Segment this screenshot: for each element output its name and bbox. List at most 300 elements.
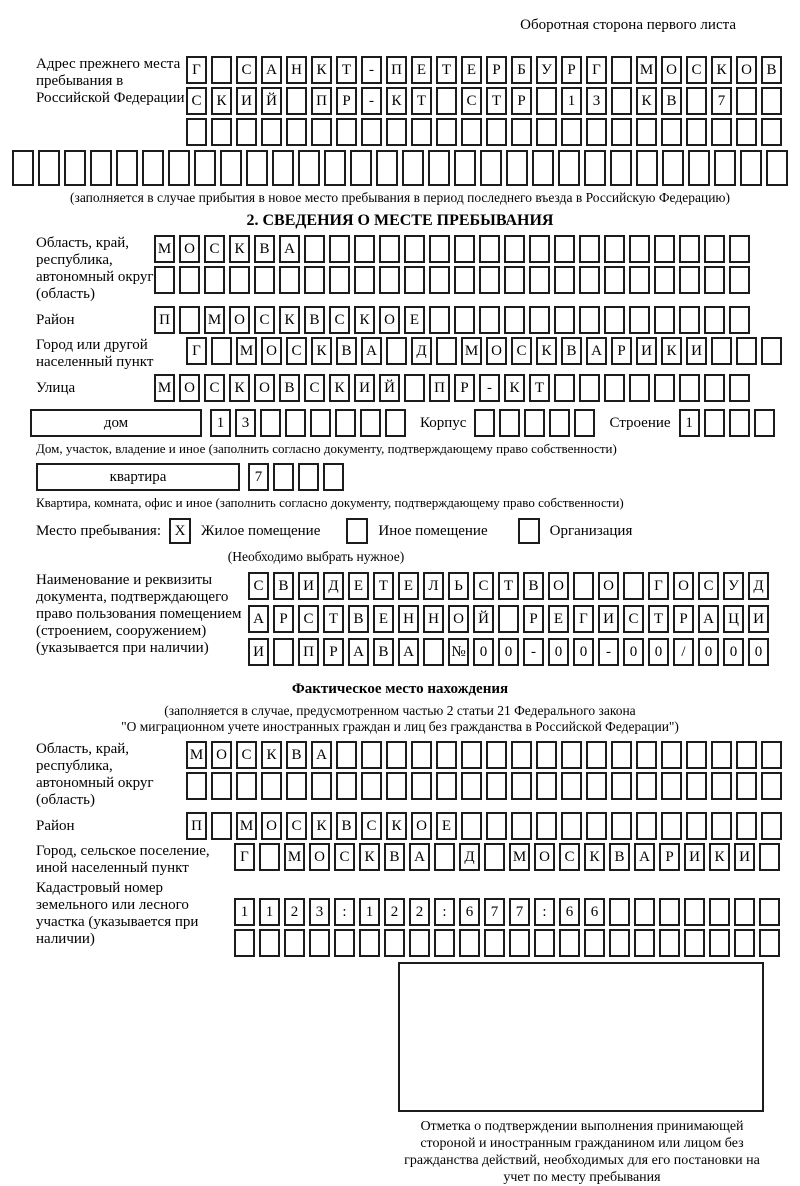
- char-cell: [429, 266, 450, 294]
- char-cell: [361, 118, 382, 146]
- stay-type-note: (Необходимо выбрать нужное): [227, 549, 405, 564]
- apartment-row: [30, 463, 800, 491]
- char-cell: Г: [234, 843, 255, 871]
- char-cell: [609, 898, 630, 926]
- char-cell: И: [684, 843, 705, 871]
- char-cell: [361, 741, 382, 769]
- char-cell: Е: [548, 605, 569, 633]
- char-cell: [323, 463, 344, 491]
- char-cell: [309, 929, 330, 957]
- char-cell: [759, 929, 780, 957]
- char-cell: [629, 235, 650, 263]
- char-cell: [734, 929, 755, 957]
- char-cell: Р: [273, 605, 294, 633]
- char-cell: О: [211, 741, 232, 769]
- char-cell: [259, 843, 280, 871]
- char-cell: [229, 266, 250, 294]
- char-cell: М: [236, 337, 257, 365]
- char-cell: [579, 306, 600, 334]
- char-cell: Р: [523, 605, 544, 633]
- char-row: [186, 741, 782, 769]
- char-cell: [336, 741, 357, 769]
- char-cell: Е: [461, 56, 482, 84]
- char-cell: Т: [336, 56, 357, 84]
- stamp-note: Отметка о подтверждении выполнения принимающей стороной и иностранным гражданином или лицом без гражданства действий, необходимых для его постановки на учет по месту пребывания: [404, 1119, 760, 1185]
- char-cell: В: [523, 572, 544, 600]
- char-cell: [336, 772, 357, 800]
- option-other-premises-label: Иное помещение: [378, 522, 488, 539]
- char-cell: [511, 772, 532, 800]
- char-cell: С: [298, 605, 319, 633]
- char-cell: [636, 118, 657, 146]
- char-cell: [679, 374, 700, 402]
- char-cell: [499, 409, 520, 437]
- char-cell: [298, 150, 320, 186]
- char-cell: [654, 266, 675, 294]
- char-cell: [90, 150, 112, 186]
- char-cell: И: [636, 337, 657, 365]
- checkbox-other-premises: [346, 518, 368, 544]
- char-cell: [704, 306, 725, 334]
- char-cell: [304, 266, 325, 294]
- char-row: [154, 374, 750, 402]
- char-cell: А: [261, 56, 282, 84]
- char-cell: К: [354, 306, 375, 334]
- char-cell: [260, 409, 281, 437]
- char-cell: [509, 929, 530, 957]
- char-row: [186, 56, 782, 84]
- char-row: [154, 235, 750, 263]
- char-cell: [634, 929, 655, 957]
- char-cell: [279, 266, 300, 294]
- char-cell: [310, 409, 331, 437]
- char-cell: Г: [186, 337, 207, 365]
- korpus-label: Корпус: [420, 414, 467, 431]
- char-cell: [529, 235, 550, 263]
- document-label: Наименование и реквизиты документа, подтверждающего право пользования помещением (строением, сооружением) (указывается при наличии): [36, 572, 242, 656]
- char-cell: [709, 898, 730, 926]
- char-cell: [636, 741, 657, 769]
- char-cell: [434, 929, 455, 957]
- char-cell: [729, 409, 750, 437]
- char-cell: [220, 150, 242, 186]
- prev-address-note: (заполняется в случае прибытия в новое место пребывания в период последнего въезда в Российскую Федерацию): [69, 190, 731, 205]
- char-cell: О: [598, 572, 619, 600]
- char-cell: [611, 741, 632, 769]
- char-cell: М: [509, 843, 530, 871]
- char-cell: С: [286, 812, 307, 840]
- char-cell: С: [286, 337, 307, 365]
- field-actual-region: [36, 741, 800, 809]
- char-cell: [686, 118, 707, 146]
- char-cell: О: [548, 572, 569, 600]
- char-cell: 6: [559, 898, 580, 926]
- char-cell: /: [673, 638, 694, 666]
- char-cell: 1: [359, 898, 380, 926]
- char-cell: П: [154, 306, 175, 334]
- char-cell: [524, 409, 545, 437]
- char-cell: В: [761, 56, 782, 84]
- char-cell: [336, 118, 357, 146]
- char-cell: О: [448, 605, 469, 633]
- char-cell: А: [248, 605, 269, 633]
- char-cell: 3: [235, 409, 256, 437]
- char-cell: [579, 374, 600, 402]
- char-cell: Т: [411, 87, 432, 115]
- char-cell: К: [386, 812, 407, 840]
- apartment-box: квартира: [36, 463, 240, 491]
- char-row: [248, 572, 769, 600]
- char-cell: [686, 741, 707, 769]
- char-cell: М: [154, 235, 175, 263]
- char-cell: [261, 118, 282, 146]
- char-cell: С: [686, 56, 707, 84]
- char-cell: В: [279, 374, 300, 402]
- cadastral-label: Кадастровый номер земельного или лесного участка (указывается при наличии): [36, 880, 199, 947]
- char-cell: К: [386, 87, 407, 115]
- char-cell: У: [536, 56, 557, 84]
- char-cell: [298, 463, 319, 491]
- char-cell: [335, 409, 356, 437]
- char-row: [248, 605, 769, 633]
- char-cell: В: [609, 843, 630, 871]
- char-cell: [623, 572, 644, 600]
- char-cell: К: [536, 337, 557, 365]
- char-cell: [736, 118, 757, 146]
- char-cell: И: [686, 337, 707, 365]
- char-cell: М: [154, 374, 175, 402]
- char-cell: 7: [509, 898, 530, 926]
- char-cell: [729, 306, 750, 334]
- char-cell: [429, 235, 450, 263]
- char-cell: [436, 337, 457, 365]
- char-cell: [736, 337, 757, 365]
- page-side-note: Оборотная сторона первого листа: [520, 17, 736, 33]
- section2-title: 2. СВЕДЕНИЯ О МЕСТЕ ПРЕБЫВАНИЯ: [246, 212, 554, 229]
- char-cell: [711, 812, 732, 840]
- field-city: [36, 337, 800, 371]
- char-cell: [436, 772, 457, 800]
- char-cell: [734, 898, 755, 926]
- char-cell: [454, 150, 476, 186]
- char-cell: 7: [711, 87, 732, 115]
- char-cell: Г: [586, 56, 607, 84]
- korpus-cells: [474, 409, 595, 437]
- char-cell: [661, 772, 682, 800]
- char-cell: С: [204, 374, 225, 402]
- char-cell: Г: [186, 56, 207, 84]
- char-cell: М: [204, 306, 225, 334]
- char-cell: [211, 56, 232, 84]
- char-cell: [454, 266, 475, 294]
- char-cell: С: [236, 56, 257, 84]
- char-cell: Р: [511, 87, 532, 115]
- char-cell: [386, 118, 407, 146]
- char-cell: [554, 306, 575, 334]
- char-cell: О: [179, 235, 200, 263]
- char-cell: [761, 118, 782, 146]
- char-cell: [529, 306, 550, 334]
- char-row: [234, 929, 780, 957]
- char-cell: [659, 898, 680, 926]
- char-cell: Т: [486, 87, 507, 115]
- char-cell: [711, 741, 732, 769]
- house-number-cells: [210, 409, 406, 437]
- char-cell: [461, 812, 482, 840]
- char-cell: Т: [373, 572, 394, 600]
- char-cell: [654, 306, 675, 334]
- char-cell: А: [348, 638, 369, 666]
- char-cell: [504, 235, 525, 263]
- char-cell: Т: [323, 605, 344, 633]
- char-cell: [386, 741, 407, 769]
- char-cell: [654, 374, 675, 402]
- option-organization-label: Организация: [549, 522, 633, 539]
- char-cell: Р: [486, 56, 507, 84]
- char-cell: [354, 266, 375, 294]
- char-cell: [511, 812, 532, 840]
- char-cell: П: [429, 374, 450, 402]
- char-cell: Д: [411, 337, 432, 365]
- char-cell: 0: [498, 638, 519, 666]
- char-cell: М: [236, 812, 257, 840]
- char-cell: [736, 812, 757, 840]
- char-cell: [236, 772, 257, 800]
- char-cell: К: [661, 337, 682, 365]
- char-cell: [484, 843, 505, 871]
- char-cell: [536, 812, 557, 840]
- char-cell: [610, 150, 632, 186]
- char-cell: С: [236, 741, 257, 769]
- char-cell: [273, 638, 294, 666]
- char-cell: [704, 266, 725, 294]
- char-cell: [179, 266, 200, 294]
- char-cell: М: [461, 337, 482, 365]
- char-cell: [686, 87, 707, 115]
- char-cell: 2: [284, 898, 305, 926]
- char-cell: [561, 741, 582, 769]
- char-cell: П: [298, 638, 319, 666]
- char-cell: [168, 150, 190, 186]
- char-cell: [484, 929, 505, 957]
- char-cell: К: [636, 87, 657, 115]
- char-cell: С: [204, 235, 225, 263]
- char-row: [186, 772, 782, 800]
- char-cell: [194, 150, 216, 186]
- char-cell: Е: [348, 572, 369, 600]
- char-cell: -: [479, 374, 500, 402]
- city-label: Город или другой населенный пункт: [36, 337, 154, 370]
- char-cell: М: [636, 56, 657, 84]
- char-cell: С: [698, 572, 719, 600]
- char-cell: Н: [398, 605, 419, 633]
- char-cell: [536, 87, 557, 115]
- stay-type-label: Место пребывания:: [36, 522, 161, 539]
- char-cell: [586, 741, 607, 769]
- char-cell: 7: [248, 463, 269, 491]
- street-label: Улица: [36, 380, 76, 396]
- char-cell: [604, 266, 625, 294]
- char-cell: [704, 235, 725, 263]
- char-cell: И: [248, 638, 269, 666]
- char-cell: К: [211, 87, 232, 115]
- char-cell: К: [311, 337, 332, 365]
- char-cell: В: [661, 87, 682, 115]
- char-cell: [304, 235, 325, 263]
- char-cell: [211, 118, 232, 146]
- char-cell: [386, 772, 407, 800]
- char-cell: И: [748, 605, 769, 633]
- char-cell: [754, 409, 775, 437]
- char-cell: [761, 337, 782, 365]
- actual-region-rows: [186, 741, 782, 800]
- char-cell: А: [311, 741, 332, 769]
- char-cell: [679, 235, 700, 263]
- char-cell: [759, 898, 780, 926]
- char-cell: [573, 572, 594, 600]
- char-cell: -: [361, 87, 382, 115]
- char-cell: [679, 266, 700, 294]
- char-cell: В: [254, 235, 275, 263]
- char-cell: 0: [748, 638, 769, 666]
- char-cell: Ь: [448, 572, 469, 600]
- char-cell: [324, 150, 346, 186]
- char-cell: [584, 929, 605, 957]
- char-cell: [402, 150, 424, 186]
- char-cell: [736, 772, 757, 800]
- char-cell: М: [284, 843, 305, 871]
- char-cell: О: [254, 374, 275, 402]
- char-row: [186, 812, 782, 840]
- cadastral-rows: [234, 898, 780, 957]
- char-cell: [579, 235, 600, 263]
- char-cell: [504, 306, 525, 334]
- char-cell: [554, 235, 575, 263]
- char-cell: 3: [309, 898, 330, 926]
- char-cell: Р: [336, 87, 357, 115]
- char-cell: [558, 150, 580, 186]
- char-cell: [261, 772, 282, 800]
- char-cell: [404, 374, 425, 402]
- char-cell: [204, 266, 225, 294]
- char-cell: Т: [529, 374, 550, 402]
- checkbox-organization: [518, 518, 540, 544]
- char-cell: О: [736, 56, 757, 84]
- char-cell: О: [411, 812, 432, 840]
- char-cell: [604, 374, 625, 402]
- char-cell: [654, 235, 675, 263]
- char-cell: В: [273, 572, 294, 600]
- char-cell: 1: [234, 898, 255, 926]
- char-cell: [636, 150, 658, 186]
- char-cell: Н: [286, 56, 307, 84]
- char-cell: [454, 306, 475, 334]
- char-cell: В: [336, 812, 357, 840]
- char-cell: [629, 374, 650, 402]
- char-cell: В: [384, 843, 405, 871]
- char-cell: Г: [648, 572, 669, 600]
- char-cell: [486, 741, 507, 769]
- house-box: дом: [30, 409, 202, 437]
- char-cell: [311, 772, 332, 800]
- char-cell: [634, 898, 655, 926]
- char-cell: [454, 235, 475, 263]
- char-cell: [461, 118, 482, 146]
- char-row: [248, 638, 769, 666]
- char-cell: В: [561, 337, 582, 365]
- char-cell: [704, 409, 725, 437]
- char-cell: [611, 118, 632, 146]
- char-cell: [536, 118, 557, 146]
- char-cell: 1: [259, 898, 280, 926]
- char-cell: 2: [409, 898, 430, 926]
- char-cell: [561, 812, 582, 840]
- char-cell: [549, 409, 570, 437]
- char-cell: [379, 235, 400, 263]
- char-cell: 0: [573, 638, 594, 666]
- char-cell: [686, 772, 707, 800]
- char-cell: Т: [498, 572, 519, 600]
- char-cell: [711, 772, 732, 800]
- char-cell: [461, 772, 482, 800]
- char-cell: [686, 812, 707, 840]
- char-cell: :: [334, 898, 355, 926]
- char-cell: О: [179, 374, 200, 402]
- char-cell: В: [286, 741, 307, 769]
- char-cell: :: [434, 898, 455, 926]
- char-cell: [329, 266, 350, 294]
- char-cell: [411, 741, 432, 769]
- prev-address-rows: [186, 56, 782, 146]
- char-cell: О: [486, 337, 507, 365]
- char-cell: [761, 812, 782, 840]
- char-cell: А: [409, 843, 430, 871]
- char-cell: [479, 306, 500, 334]
- char-cell: С: [361, 812, 382, 840]
- char-cell: О: [534, 843, 555, 871]
- char-cell: [611, 87, 632, 115]
- char-cell: [498, 605, 519, 633]
- char-cell: [611, 812, 632, 840]
- char-cell: [38, 150, 60, 186]
- char-cell: 1: [210, 409, 231, 437]
- char-cell: С: [559, 843, 580, 871]
- char-cell: [611, 56, 632, 84]
- char-cell: 0: [723, 638, 744, 666]
- char-cell: [688, 150, 710, 186]
- field-actual-district: [36, 812, 800, 840]
- document-rows: [248, 572, 769, 666]
- char-cell: [486, 812, 507, 840]
- char-cell: [64, 150, 86, 186]
- field-document: [36, 572, 800, 666]
- char-cell: С: [623, 605, 644, 633]
- actual-location-note-2: "О миграционном учете иностранных граждан и лиц без гражданства в Российской Федерации"): [121, 719, 679, 734]
- char-cell: [411, 772, 432, 800]
- char-cell: [554, 374, 575, 402]
- field-district: [36, 306, 800, 334]
- char-cell: №: [448, 638, 469, 666]
- actual-location-title: Фактическое место нахождения: [291, 681, 509, 697]
- char-row: [186, 87, 782, 115]
- char-cell: [629, 266, 650, 294]
- char-cell: П: [311, 87, 332, 115]
- field-cadastral: [36, 880, 800, 957]
- char-cell: К: [709, 843, 730, 871]
- char-cell: [350, 150, 372, 186]
- actual-location-note-1: (заполняется в случае, предусмотренном частью 2 статьи 21 Федерального закона: [164, 703, 636, 718]
- char-cell: [736, 87, 757, 115]
